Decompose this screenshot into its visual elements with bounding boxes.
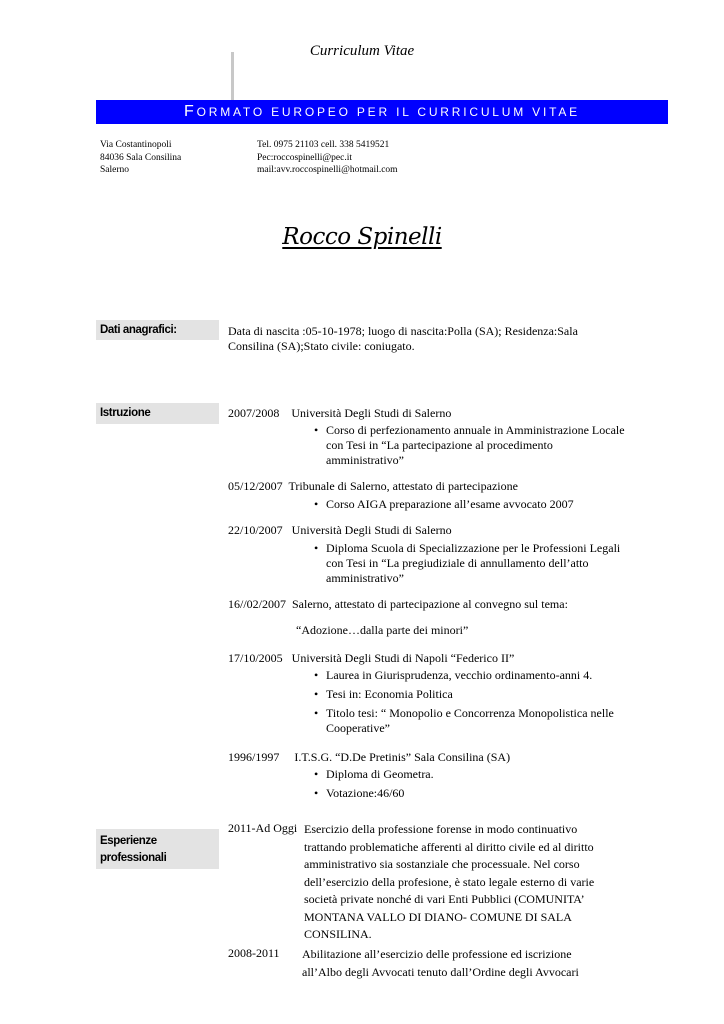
edu-bullets xyxy=(326,497,626,512)
list-item: • Diploma di Geometra. xyxy=(326,767,626,782)
edu-bullets xyxy=(326,423,626,468)
address-line: 84036 Sala Consilina xyxy=(100,152,182,163)
dati-line: Data di nascita :05-10-1978; luogo di nascita:Polla (SA); Residenza:Sala xyxy=(228,324,578,338)
dati-text xyxy=(228,324,578,354)
section-label-dati: Dati anagrafici: xyxy=(96,320,219,340)
experience-text xyxy=(302,946,579,981)
experience-line: società private nonché di vari Enti Pubblici (COMUNITA’ xyxy=(304,892,585,906)
experience-line: trattando problematiche afferenti al diritto civile ed al diritto xyxy=(304,839,594,854)
experience-text xyxy=(304,821,594,944)
list-item: • Laurea in Giurisprudenza, vecchio ordinamento-anni 4. xyxy=(326,668,626,683)
dati-line: Consilina (SA);Stato civile: coniugato. xyxy=(228,339,415,353)
address-line: Salerno xyxy=(100,165,130,175)
pec-line: Pec:roccospinelli@pec.it xyxy=(257,152,353,163)
experience-line: CONSILINA. xyxy=(304,927,372,941)
experience-line: all’Albo degli Avvocati tenuto dall’Ordine degli Avvocari xyxy=(302,964,579,979)
edu-bullets xyxy=(326,541,626,586)
edu-bullets xyxy=(326,767,626,801)
banner-text: ORMATO EUROPEO PER IL CURRICULUM VITAE xyxy=(196,105,580,119)
experience-line: MONTANA VALLO DI DIANO- COMUNE DI SALA xyxy=(304,909,572,924)
address-block xyxy=(100,139,181,177)
edu-subtitle: “Adozione…dalla parte dei minori” xyxy=(296,623,469,637)
list-item: • Tesi in: Economia Politica xyxy=(326,687,626,702)
label-line: professionali xyxy=(100,852,167,864)
address-line: Via Costantinopoli xyxy=(100,140,172,150)
list-item: • Diploma Scuola di Specializzazione per le Professioni Legali con Tesi in “La pregiudiziale di annullamento dell’atto amministrativo” xyxy=(326,541,626,586)
banner-initial: F xyxy=(184,103,197,120)
list-item: • Titolo tesi: “ Monopolio e Concorrenza Monopolistica nelle Cooperative” xyxy=(326,706,626,736)
format-banner xyxy=(96,100,668,124)
experience-date: 2008-2011 xyxy=(228,946,280,960)
edu-heading: 22/10/2007 Università Degli Studi di Salerno xyxy=(228,523,452,537)
document-title: Curriculum Vitae xyxy=(309,43,415,59)
list-item: • Corso AIGA preparazione all’esame avvocato 2007 xyxy=(326,497,626,512)
section-label-esperienze xyxy=(96,829,219,869)
experience-line: amministrativo sia sostanziale che processuale. Nel corso xyxy=(304,857,580,871)
phone-line: Tel. 0975 21103 cell. 338 5419521 xyxy=(257,140,390,150)
edu-heading: 16//02/2007 Salerno, attestato di partecipazione al convegno sul tema: xyxy=(228,597,568,611)
edu-heading: 1996/1997 I.T.S.G. “D.De Pretinis” Sala Consilina (SA) xyxy=(228,750,511,764)
edu-heading: 05/12/2007 Tribunale di Salerno, attestato di partecipazione xyxy=(228,479,518,493)
edu-bullets xyxy=(326,668,626,736)
edu-heading: 17/10/2005 Università Degli Studi di Napoli “Federico II” xyxy=(228,651,515,665)
experience-line: Abilitazione all’esercizio delle professione ed iscrizione xyxy=(302,947,572,961)
experience-line: Esercizio della professione forense in modo continuativo xyxy=(304,822,578,836)
experience-line: dell’esercizio della profesione, è stato legale esterno di varie xyxy=(304,874,595,889)
list-item: • Corso di perfezionamento annuale in Amministrazione Locale con Tesi in “La partecipazione al procedimento amministrativo” xyxy=(326,423,626,468)
label-line: Esperienze xyxy=(100,835,157,847)
section-label-istruzione: Istruzione xyxy=(96,403,219,424)
mail-line: mail:avv.roccospinelli@hotmail.com xyxy=(257,165,398,175)
list-item: • Votazione:46/60 xyxy=(326,786,626,801)
person-name: Rocco Spinelli xyxy=(282,224,442,250)
edu-heading: 2007/2008 Università Degli Studi di Salerno xyxy=(228,406,452,420)
contact-block xyxy=(257,139,398,177)
experience-date: 2011-Ad Oggi xyxy=(228,821,298,835)
